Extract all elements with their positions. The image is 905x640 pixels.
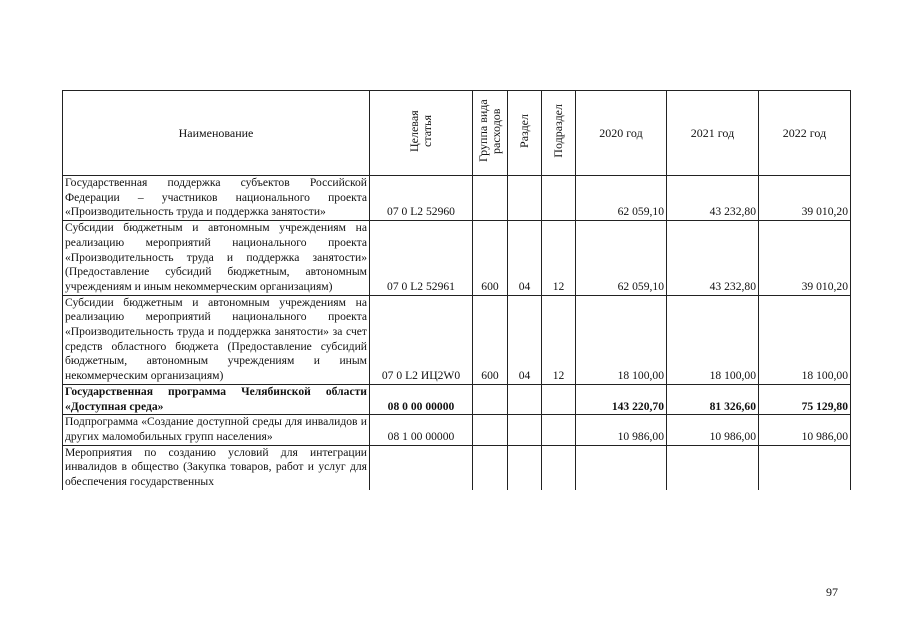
row-group: [473, 384, 508, 414]
row-2022: 39 010,20: [759, 221, 851, 296]
row-2022: 39 010,20: [759, 176, 851, 221]
page-number: 97: [826, 585, 838, 599]
row-section: [508, 445, 542, 490]
header-section: Раздел: [508, 91, 542, 176]
budget-table: [62, 90, 851, 490]
header-expense-group: Группа вида расходов: [473, 91, 508, 176]
row-2022: [759, 445, 851, 490]
row-2022: 75 129,80: [759, 384, 851, 414]
row-2022: 10 986,00: [759, 415, 851, 445]
row-name: Подпрограмма «Создание доступной среды для инвалидов и других маломобильных групп населения»: [63, 415, 370, 445]
row-2020: [576, 445, 667, 490]
row-name: Субсидии бюджетным и автономным учреждениям на реализацию мероприятий национального проекта «Производительность труда и поддержка занятости» за счет средств областного бюджета (Предоставление субсидий бюджетным, автономным учреждениям и иным некоммерческим организациям): [63, 295, 370, 384]
row-2021: 81 326,60: [667, 384, 759, 414]
row-section: 04: [508, 221, 542, 296]
row-group: [473, 415, 508, 445]
table-row-bold: [63, 384, 851, 414]
row-name: Субсидии бюджетным и автономным учреждениям на реализацию мероприятий национального проекта «Производительность труда и поддержка занятости» (Предоставление субсидий бюджетным, автономным учреждениям и иным некоммерческим организациям): [63, 221, 370, 296]
header-year-2020: 2020 год: [576, 91, 667, 176]
row-2020: 62 059,10: [576, 221, 667, 296]
header-name: Наименование: [63, 91, 370, 176]
row-group: [473, 445, 508, 490]
table-row: [63, 176, 851, 221]
row-name: Государственная программа Челябинской области «Доступная среда»: [63, 384, 370, 414]
row-2021: 43 232,80: [667, 221, 759, 296]
table-row: [63, 295, 851, 384]
row-2022: 18 100,00: [759, 295, 851, 384]
row-code: 07 0 L2 52961: [370, 221, 473, 296]
row-code: 08 1 00 00000: [370, 415, 473, 445]
row-2020: 18 100,00: [576, 295, 667, 384]
row-code: 07 0 L2 ИЦ2W0: [370, 295, 473, 384]
row-code: 07 0 L2 52960: [370, 176, 473, 221]
row-2020: 143 220,70: [576, 384, 667, 414]
row-subsection: [542, 415, 576, 445]
row-code: 08 0 00 00000: [370, 384, 473, 414]
row-group: 600: [473, 295, 508, 384]
row-subsection: [542, 445, 576, 490]
table-row: [63, 445, 851, 490]
row-2021: 10 986,00: [667, 415, 759, 445]
row-section: [508, 415, 542, 445]
table-row: [63, 221, 851, 296]
header-subsection: Подраздел: [542, 91, 576, 176]
row-section: [508, 384, 542, 414]
row-subsection: 12: [542, 221, 576, 296]
row-2021: [667, 445, 759, 490]
header-year-2021: 2021 год: [667, 91, 759, 176]
row-group: 600: [473, 221, 508, 296]
row-subsection: 12: [542, 295, 576, 384]
row-name: Государственная поддержка субъектов Российской Федерации – участников национального проекта «Производительность труда и поддержка занятости»: [63, 176, 370, 221]
row-name: Мероприятия по созданию условий для интеграции инвалидов в общество (Закупка товаров, работ и услуг для обеспечения государственных: [63, 445, 370, 490]
row-subsection: [542, 384, 576, 414]
row-section: [508, 176, 542, 221]
header-target-article: Целевая статья: [370, 91, 473, 176]
row-2021: 43 232,80: [667, 176, 759, 221]
header-year-2022: 2022 год: [759, 91, 851, 176]
row-group: [473, 176, 508, 221]
row-2021: 18 100,00: [667, 295, 759, 384]
table-row: [63, 415, 851, 445]
row-2020: 10 986,00: [576, 415, 667, 445]
row-section: 04: [508, 295, 542, 384]
row-subsection: [542, 176, 576, 221]
row-2020: 62 059,10: [576, 176, 667, 221]
row-code: [370, 445, 473, 490]
table-header-row: [63, 91, 851, 176]
